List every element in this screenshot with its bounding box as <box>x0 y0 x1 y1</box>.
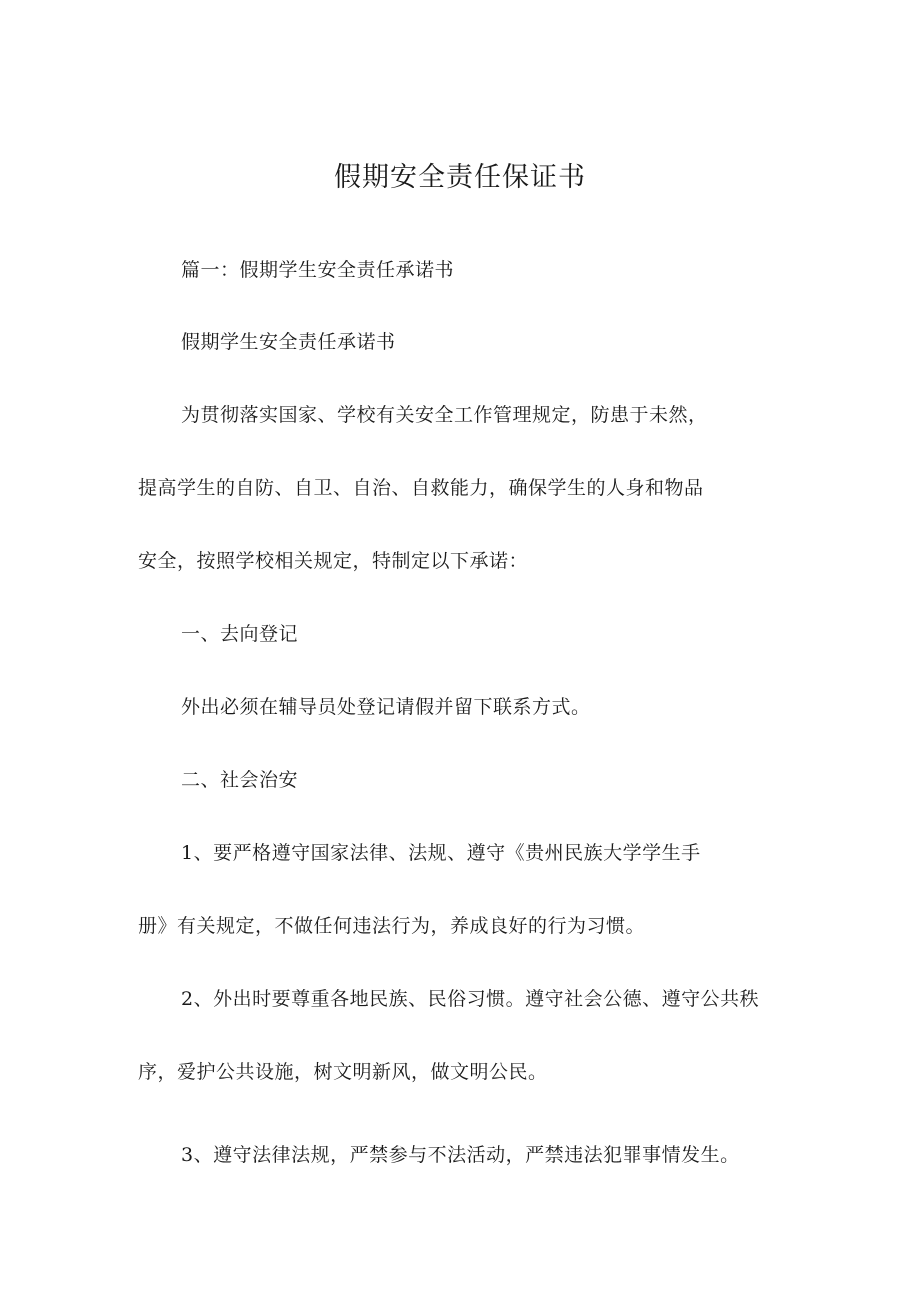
section-heading: 篇一：假期学生安全责任承诺书 <box>181 259 455 281</box>
paragraph-line: 2、外出时要尊重各地民族、民俗习惯。遵守社会公德、遵守公共秩 <box>181 988 760 1010</box>
section-heading: 二、社会治安 <box>181 769 299 791</box>
paragraph-line: 为贯彻落实国家、学校有关安全工作管理规定，防患于未然， <box>181 404 708 426</box>
paragraph-line: 提高学生的自防、自卫、自治、自救能力，确保学生的人身和物品 <box>138 477 704 499</box>
paragraph-line: 1、要严格遵守国家法律、法规、遵守《贵州民族大学学生手 <box>181 842 701 864</box>
paragraph-line: 外出必须在辅导员处登记请假并留下联系方式。 <box>181 696 591 718</box>
paragraph-line: 序，爱护公共设施，树文明新风，做文明公民。 <box>138 1061 548 1083</box>
paragraph-line: 安全，按照学校相关规定，特制定以下承诺： <box>138 550 529 572</box>
paragraph-line: 3、遵守法律法规，严禁参与不法活动，严禁违法犯罪事情发生。 <box>181 1144 740 1166</box>
document-title: 假期安全责任保证书 <box>334 162 586 193</box>
subtitle: 假期学生安全责任承诺书 <box>181 331 396 353</box>
paragraph-line: 册》有关规定，不做任何违法行为，养成良好的行为习惯。 <box>138 915 646 937</box>
section-heading: 一、去向登记 <box>181 623 299 645</box>
